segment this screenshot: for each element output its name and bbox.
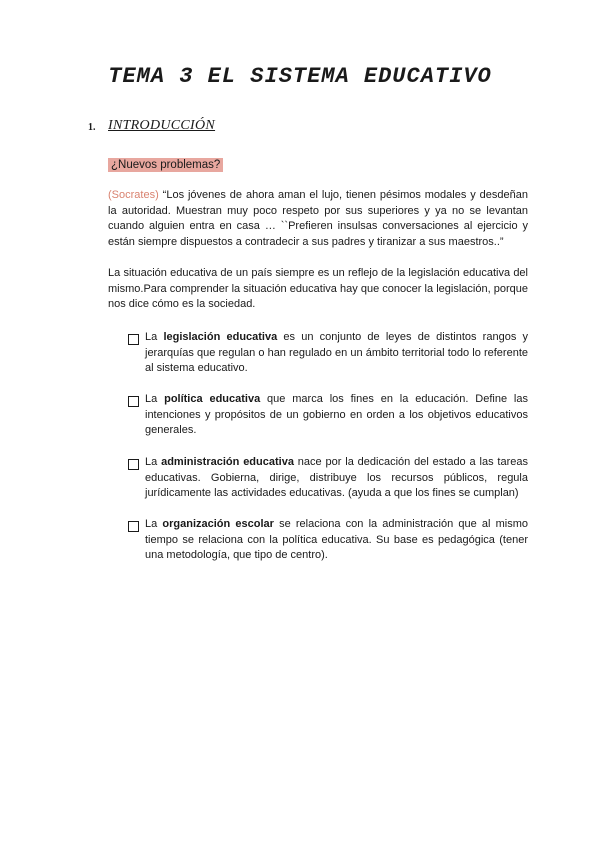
bullet-rest: es un conjunto de leyes de distintos rangos y jerarquías que regulan o han regulado en un ámbito territorial todo lo referente al sistema educativo. — [145, 331, 529, 374]
bullet-rest: se relaciona con la administración que al mismo tiempo se relaciona con la política educativa. Su base es pedagógica (tener una metodología, que tipo de centro). — [145, 518, 528, 561]
bullet-prefix: La — [145, 393, 165, 405]
highlighted-question: ¿Nuevos problemas? — [108, 158, 223, 172]
bullet-prefix: La — [145, 456, 162, 468]
bullet-term: organización escolar — [162, 518, 274, 530]
bullet-term: política educativa — [164, 393, 261, 405]
bullet-text — [128, 330, 528, 377]
bullet-item — [128, 330, 528, 377]
section-title: INTRODUCCIÓN — [108, 118, 216, 133]
checkbox-square-icon — [128, 396, 139, 407]
bullet-item — [128, 517, 528, 564]
bullet-item — [128, 392, 528, 439]
bullet-item — [128, 455, 528, 502]
quote-paragraph — [108, 188, 528, 250]
bullet-term: legislación educativa — [163, 331, 278, 343]
quote-author: (Socrates) — [108, 189, 159, 201]
bullet-text — [128, 517, 528, 564]
checkbox-square-icon — [128, 459, 139, 470]
section-number: 1. — [88, 122, 96, 133]
checkbox-square-icon — [128, 334, 139, 345]
bullet-term: administración educativa — [161, 456, 294, 468]
bullet-prefix: La — [145, 518, 163, 530]
intro-paragraph: La situación educativa de un país siempre es un reflejo de la legislación educativa del mismo.Para comprender la situación educativa hay que conocer la legislación, porque nos dice cómo es la sociedad. — [108, 267, 528, 310]
page-title: TEMA 3 EL SISTEMA EDUCATIVO — [108, 64, 492, 89]
checkbox-square-icon — [128, 521, 139, 532]
bullet-prefix: La — [145, 331, 164, 343]
bullet-rest: nace por la dedicación del estado a las tareas educativas. Gobierna, dirige, distribuye los recursos públicos, regula jurídicamente las actividades educativas. (ayuda a que los fines se cumplan) — [145, 456, 528, 499]
quote-text: “Los jóvenes de ahora aman el lujo, tienen pésimos modales y desdeñan la autoridad. Muestran muy poco respeto por sus superiores y ya no se levantan cuando alguien entra en casa … ``Prefieren insulsas conversaciones al ejercicio y están siempre dispuestos a contradecir a sus padres y tiranizar a sus maestros..” — [108, 189, 528, 248]
bullet-rest: que marca los fines en la educación. Define las intenciones y propósitos de un gobierno en orden a los objetivos educativos generales. — [145, 393, 528, 436]
bullet-text — [128, 392, 528, 439]
bullet-text — [128, 455, 528, 502]
